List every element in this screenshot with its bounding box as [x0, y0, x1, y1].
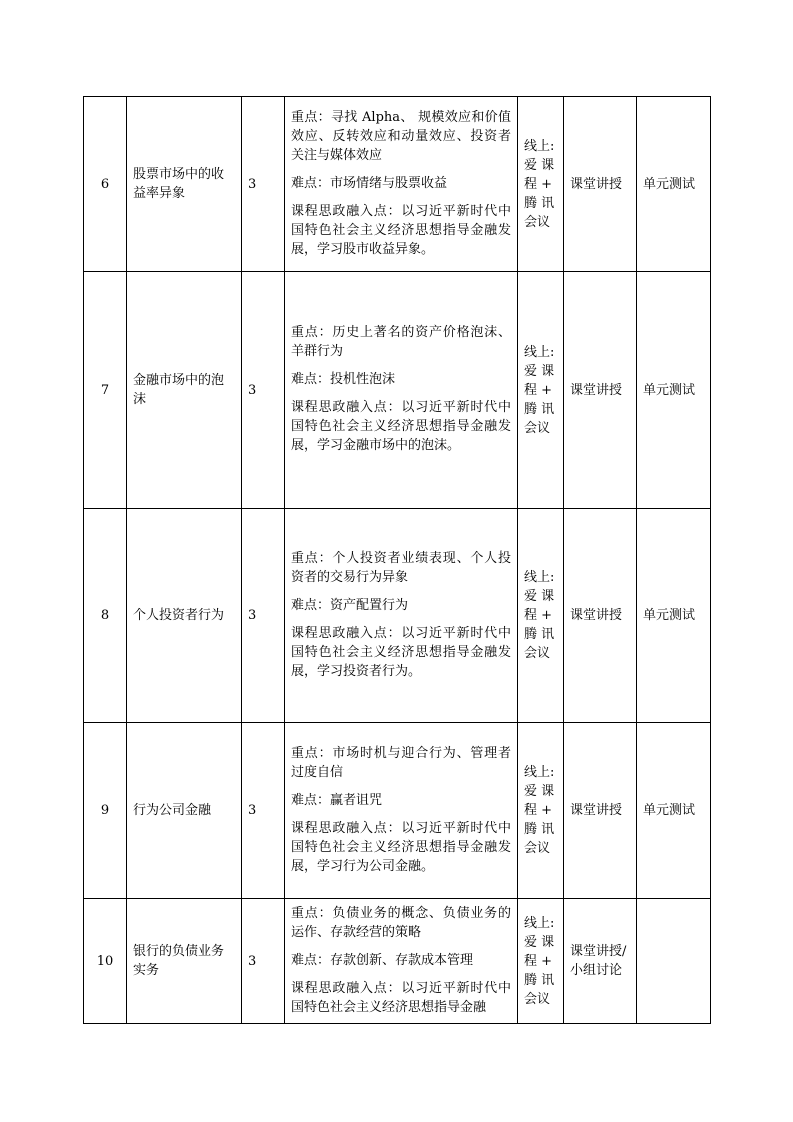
teaching-mode: [518, 899, 564, 1024]
assessment: [637, 899, 711, 1024]
teaching-content: [285, 899, 518, 1024]
class-hours: 3: [242, 899, 285, 1024]
chapter-title: 行为公司金融: [127, 723, 242, 899]
key-point: 重点：个人投资者业绩表现、个人投资者的交易行为异象: [291, 550, 511, 585]
teaching-mode-line: 线上:: [524, 570, 555, 585]
teaching-content: [285, 272, 518, 509]
teaching-content: [285, 97, 518, 272]
key-point: 重点：历史上著名的资产价格泡沫、 羊群行为: [291, 325, 511, 359]
table-row: [84, 97, 711, 272]
teaching-mode-line: 会议: [524, 991, 551, 1007]
assessment: 单元测试: [637, 723, 711, 899]
teaching-mode-line: 会议: [524, 646, 551, 661]
teaching-mode: [518, 723, 564, 899]
teaching-mode-line: 会议: [524, 841, 551, 856]
class-hours: 3: [242, 97, 285, 272]
table-row: [84, 509, 711, 723]
teaching-method: 课堂讲授/小组讨论: [564, 899, 637, 1024]
difficulty: 难点：投机性泡沫: [291, 372, 396, 387]
teaching-method: 课堂讲授: [564, 723, 637, 899]
teaching-mode-line: 程 +: [524, 382, 553, 398]
teaching-mode-line: 爱 课: [524, 589, 555, 604]
row-number: 8: [84, 509, 127, 723]
teaching-mode-line: 爱 课: [524, 157, 555, 173]
teaching-method: 课堂讲授: [564, 509, 637, 723]
assessment: 单元测试: [637, 97, 711, 272]
teaching-mode-line: 程 +: [524, 953, 553, 969]
teaching-method: 课堂讲授: [564, 272, 637, 509]
ideology-point: 课程思政融入点：以习近平新时代中国特色社会主义经济思想指导金融发展，学习行为公司金融。: [291, 820, 511, 874]
teaching-mode-line: 程 +: [524, 608, 553, 623]
teaching-method: 课堂讲授: [564, 97, 637, 272]
teaching-mode-line: 程 +: [524, 803, 553, 818]
difficulty: 难点：市场情绪与股票收益: [291, 175, 448, 191]
row-number: 6: [84, 97, 127, 272]
class-hours: 3: [242, 509, 285, 723]
difficulty: 难点：存款创新、存款成本管理: [291, 952, 474, 968]
difficulty: 难点：资产配置行为: [291, 597, 409, 613]
teaching-mode-line: 腾 讯: [524, 822, 555, 837]
assessment: 单元测试: [637, 272, 711, 509]
teaching-mode: [518, 509, 564, 723]
teaching-mode: [518, 272, 564, 509]
table-row: [84, 723, 711, 899]
teaching-mode-line: 腾 讯: [524, 627, 555, 642]
teaching-mode-line: 会议: [524, 420, 551, 436]
teaching-mode-line: 线上:: [524, 915, 555, 931]
chapter-title: 银行的负债业务实务: [127, 899, 242, 1024]
teaching-mode: [518, 97, 564, 272]
teaching-mode-line: 爱 课: [524, 934, 555, 950]
teaching-content: [285, 723, 518, 899]
teaching-mode-line: 线上:: [524, 138, 555, 154]
course-schedule-table: [83, 96, 711, 1024]
teaching-mode-line: 爱 课: [524, 363, 555, 379]
row-number: 7: [84, 272, 127, 509]
teaching-mode-line: 线上:: [524, 765, 555, 780]
chapter-title: 金融市场中的泡沫: [127, 272, 242, 509]
ideology-point: 课程思政融入点：以习近平新时代中国特色社会主义经济思想指导金融发展，学习股市收益异象。: [291, 203, 511, 257]
teaching-mode-line: 腾 讯: [524, 401, 555, 417]
teaching-mode-line: 腾 讯: [524, 195, 555, 211]
difficulty: 难点：赢者诅咒: [291, 792, 383, 808]
teaching-mode-line: 会议: [524, 214, 551, 230]
class-hours: 3: [242, 723, 285, 899]
teaching-mode-line: 程 +: [524, 176, 553, 192]
teaching-content: [285, 509, 518, 723]
key-point: 重点：寻找 Alpha、 规模效应和价值效应、反转效应和动量效应、投资者关注与媒体效应: [291, 109, 511, 163]
row-number: 9: [84, 723, 127, 899]
teaching-mode-line: 腾 讯: [524, 972, 555, 988]
ideology-point: 课程思政融入点：以习近平新时代中国特色社会主义经济思想指导金融发展，学习金融市场中的泡沫。: [291, 400, 511, 453]
ideology-point: 课程思政融入点：以习近平新时代中国特色社会主义经济思想指导金融发展，学习投资者行为。: [291, 625, 511, 679]
table-row: [84, 899, 711, 1024]
assessment: 单元测试: [637, 509, 711, 723]
chapter-title: 个人投资者行为: [127, 509, 242, 723]
teaching-mode-line: 线上:: [524, 344, 555, 360]
key-point: 重点：市场时机与迎合行为、管理者过度自信: [291, 745, 511, 780]
row-number: 10: [84, 899, 127, 1024]
table-row: [84, 272, 711, 509]
ideology-point: 课程思政融入点：以习近平新时代中国特色社会主义经济思想指导金融: [291, 980, 511, 1015]
class-hours: 3: [242, 272, 285, 509]
key-point: 重点：负债业务的概念、负债业务的运作、存款经营的策略: [291, 905, 511, 940]
chapter-title: 股票市场中的收益率异象: [127, 97, 242, 272]
teaching-mode-line: 爱 课: [524, 784, 555, 799]
